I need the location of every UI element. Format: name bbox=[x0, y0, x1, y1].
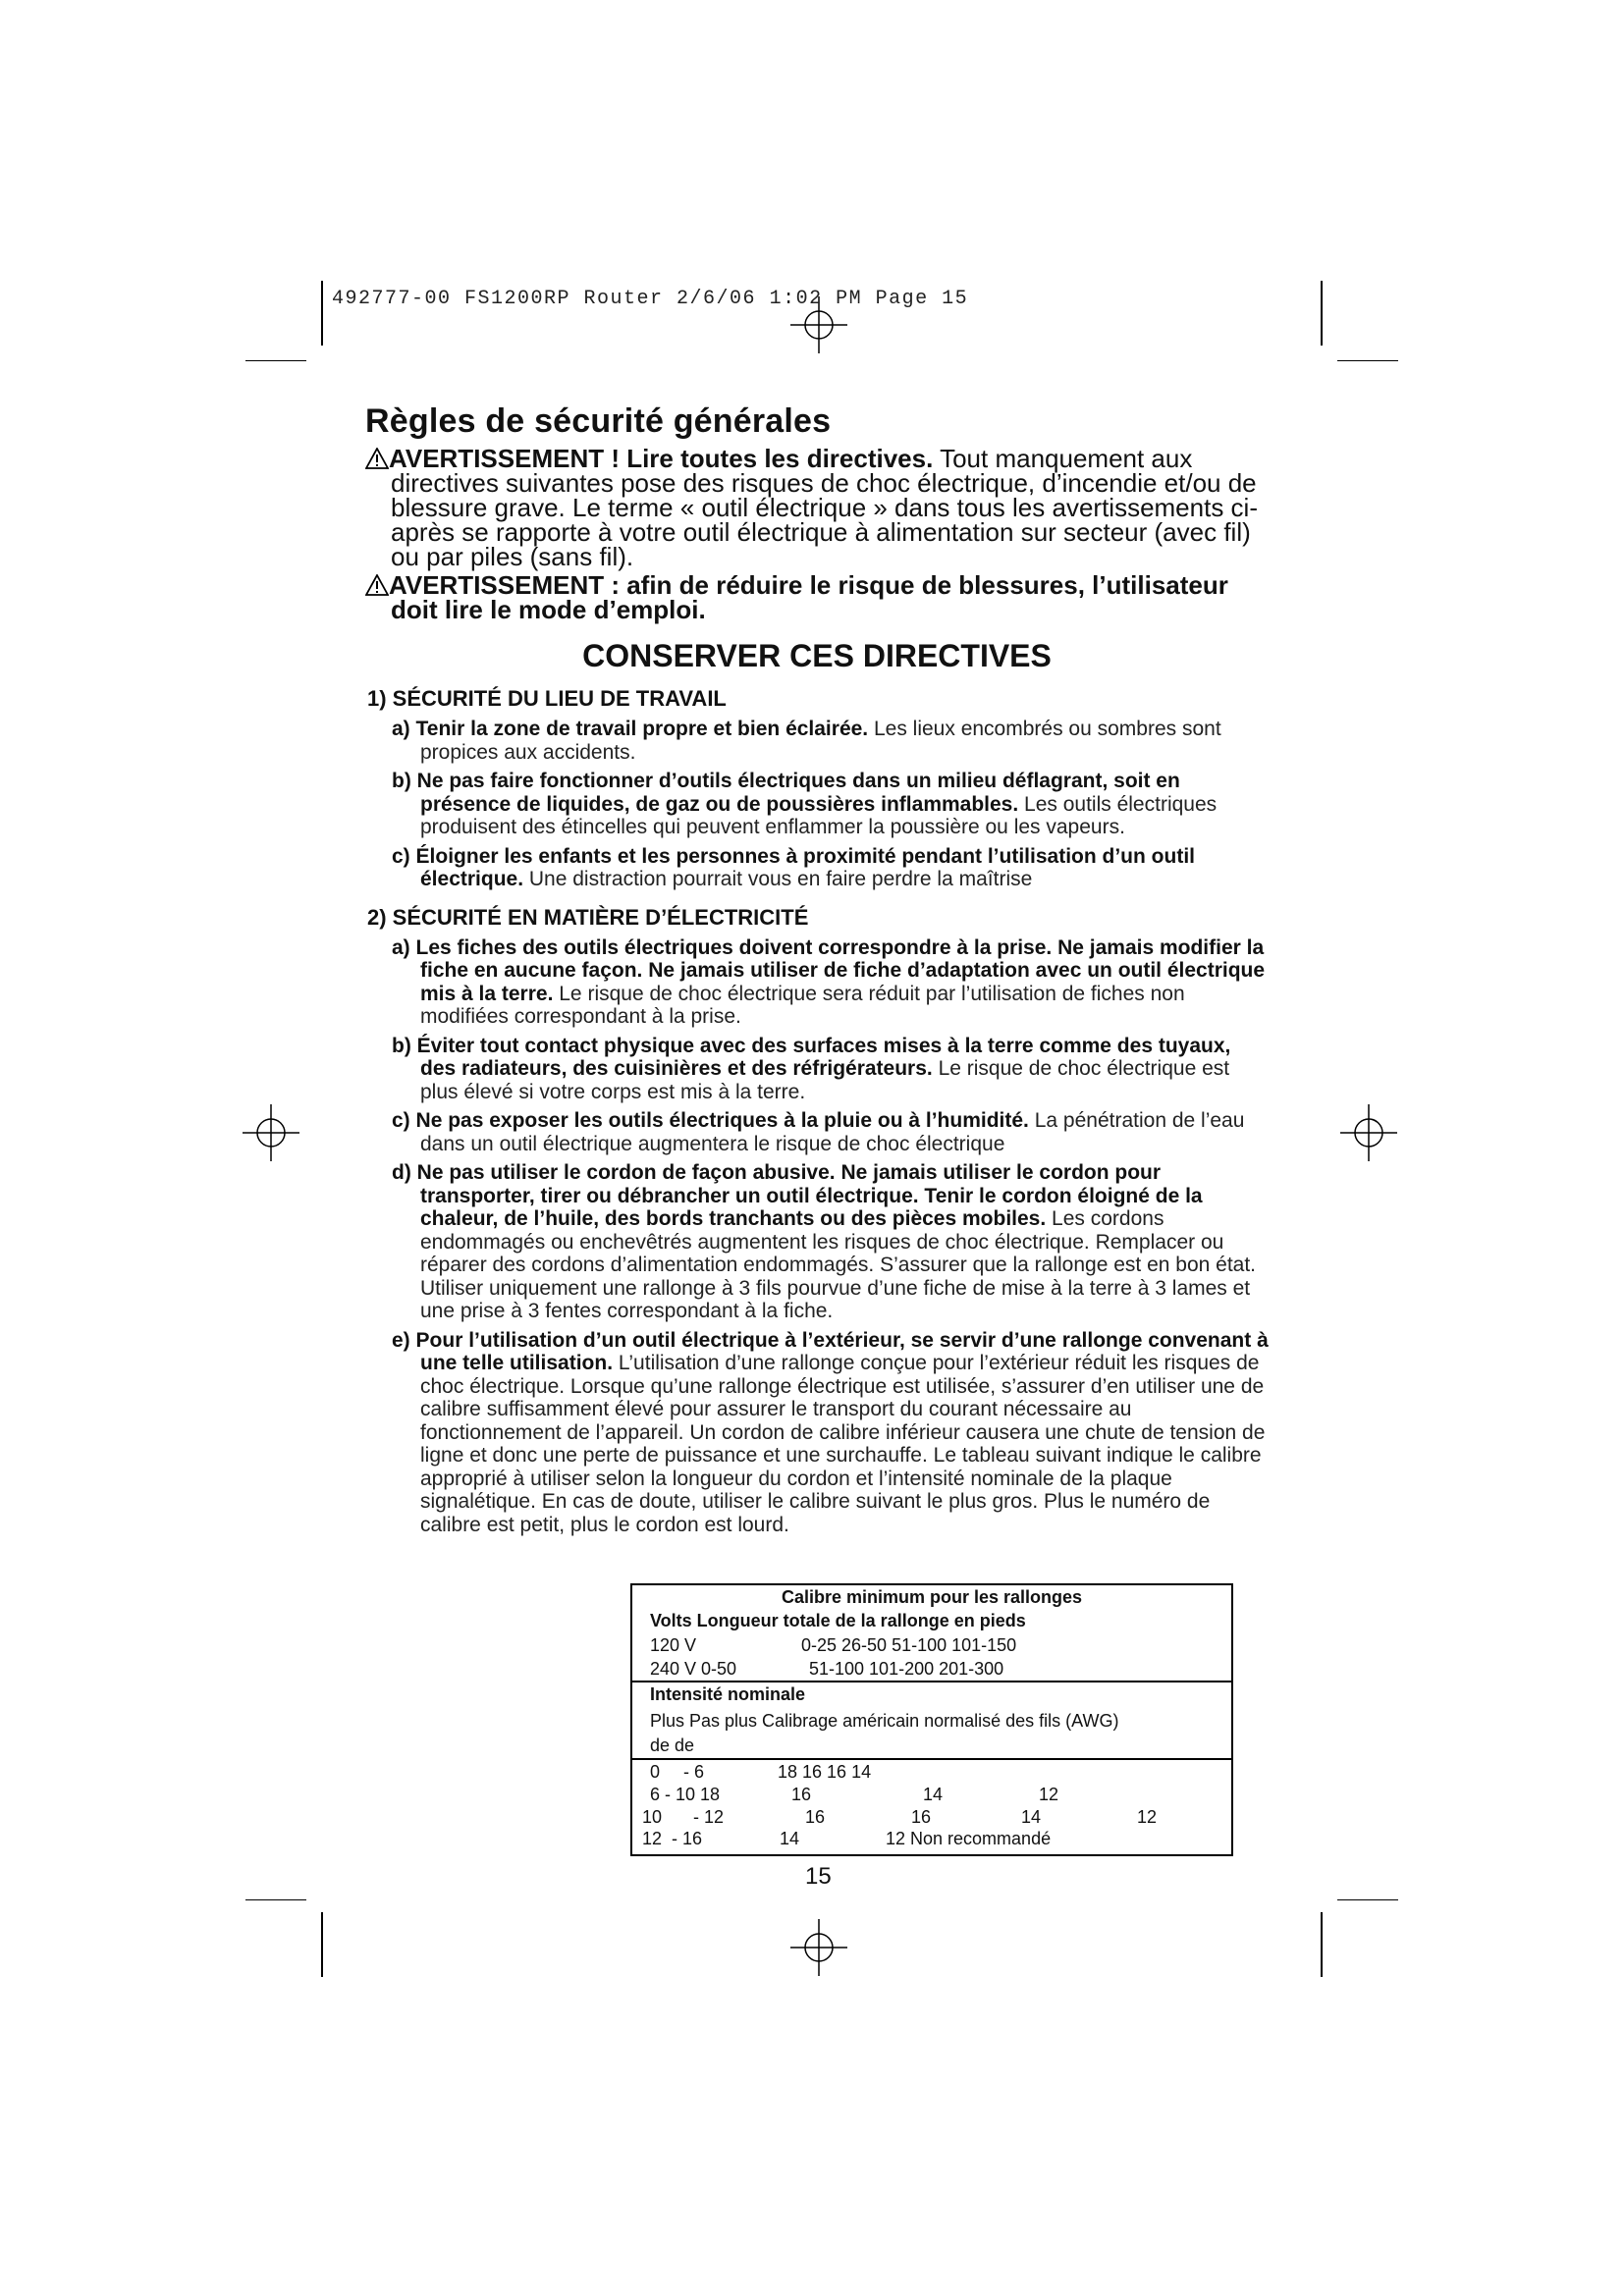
page-content bbox=[365, 402, 1269, 1542]
warning-triangle-icon bbox=[365, 574, 389, 596]
item-bold-text: Tenir la zone de travail propre et bien éclairée. bbox=[415, 718, 869, 740]
table-cell: 240 V 0-50 bbox=[650, 1659, 737, 1679]
table-title: Calibre minimum pour les rallonges bbox=[781, 1587, 1083, 1607]
table-cell: - 16 bbox=[672, 1829, 703, 1848]
crop-mark bbox=[1321, 281, 1323, 346]
table-cell: 16 bbox=[791, 1785, 812, 1804]
item-bold-text: Éviter tout contact physique avec des surfaces mises à la terre comme des tuyaux, des radiateurs, des cuisinières et des réfrigérateurs. bbox=[416, 1034, 1231, 1080]
amp-subheader: Plus Pas plus Calibrage américain normalisé des fils (AWG) bbox=[650, 1711, 1119, 1731]
table-cell: 12 bbox=[1137, 1807, 1158, 1827]
section-2-heading: 2) SÉCURITÉ EN MATIÈRE D’ÉLECTRICITÉ bbox=[367, 904, 809, 930]
table-cell: 0-25 26-50 51-100 101-150 bbox=[801, 1635, 1017, 1655]
list-item: c) Ne pas exposer les outils électriques à la pluie ou à l’humidité. La pénétration de l’eau dans un outil électrique augmentera le risque de choc électrique bbox=[392, 1109, 1245, 1155]
table-cell: - 12 bbox=[693, 1807, 725, 1827]
table-cell: 12 bbox=[1039, 1785, 1059, 1804]
crop-mark bbox=[1321, 1912, 1323, 1977]
item-text: Le risque de choc électrique sera réduit par l’utilisation de fiches non modifiées correspondant à la prise. bbox=[420, 982, 1185, 1028]
item-bold-text: Éloigner les enfants et les personnes à proximité pendant l’utilisation d’un outil électrique. bbox=[415, 844, 1195, 890]
item-text: La pénétration de l’eau dans un outil électrique augmentera le risque de choc électrique bbox=[420, 1109, 1245, 1155]
table-cell: 16 bbox=[805, 1807, 826, 1827]
crop-mark bbox=[1337, 1899, 1398, 1900]
list-item: b) Ne pas faire fonctionner d’outils électriques dans un milieu déflagrant, soit en présence de liquides, de gaz ou de poussières inflammables. Les outils électriques produisent des étincelles qui peuvent enflammer la poussière ou les vapeurs. bbox=[392, 770, 1218, 838]
list-item: a) Tenir la zone de travail propre et bien éclairée. Les lieux encombrés ou sombres sont propices aux accidents. bbox=[392, 718, 1221, 764]
table-cell: 6 - 10 18 bbox=[650, 1785, 721, 1804]
table-cell: 14 bbox=[780, 1829, 800, 1848]
table-cell: 18 16 16 14 bbox=[778, 1762, 872, 1782]
page-title: Règles de sécurité générales bbox=[365, 402, 832, 440]
table-divider bbox=[632, 1758, 1231, 1760]
table-cell: 12 Non recommandé bbox=[886, 1829, 1052, 1848]
item-bold-text: Ne pas faire fonctionner d’outils électriques dans un milieu déflagrant, soit en présence de liquides, de gaz ou de poussières inflammables. bbox=[416, 770, 1180, 816]
crop-mark bbox=[245, 1899, 306, 1900]
warning-1-bold: AVERTISSEMENT ! Lire toutes les directives. bbox=[389, 444, 934, 473]
warning-2-bold: AVERTISSEMENT : afin de réduire le risque de blessures, l’utilisateur doit lire le mode d’emploi. bbox=[389, 570, 1228, 624]
item-text: Les outils électriques produisent des étincelles qui peuvent enflammer la poussière ou les vapeurs. bbox=[420, 792, 1218, 838]
crop-mark bbox=[245, 360, 306, 361]
table-cell: 16 bbox=[911, 1807, 932, 1827]
table-divider bbox=[632, 1681, 1231, 1682]
table-header: Volts Longueur totale de la rallonge en pieds bbox=[650, 1611, 1026, 1630]
extension-cord-table bbox=[630, 1583, 1233, 1856]
table-cell: 51-100 101-200 201-300 bbox=[809, 1659, 1004, 1679]
list-item: c) Éloigner les enfants et les personnes à proximité pendant l’utilisation d’un outil électrique. Une distraction pourrait vous en faire perdre la maîtrise bbox=[392, 844, 1195, 890]
crop-mark bbox=[321, 281, 323, 346]
section-subtitle: CONSERVER CES DIRECTIVES bbox=[582, 638, 1052, 673]
table-cell: 10 bbox=[642, 1807, 663, 1827]
page-number: 15 bbox=[805, 1863, 832, 1890]
item-bold-text: Les fiches des outils électriques doivent correspondre à la prise. Ne jamais modifier la fiche en aucune façon. Ne jamais utiliser de fiche d’adaptation avec un outil électrique mis à la terre. bbox=[415, 935, 1266, 1005]
registration-mark-icon bbox=[1340, 1104, 1397, 1161]
list-item: d) Ne pas utiliser le cordon de façon abusive. Ne jamais utiliser le cordon pour transporter, tirer ou débrancher un outil électrique. Tenir le cordon éloigné de la chaleur, de l’huile, des bords tranchants ou des pièces mobiles. Les cordons endommagés ou enchevêtrés augmentent les risques de choc électrique. Remplacer ou réparer des cordons d’alimentation endommagés. S’assurer que la rallonge est en bon état. Utiliser uniquement une rallonge à 3 fils pourvue d’une fiche de mise à la terre à 3 lames et une prise à 3 fentes correspondant à la fiche. bbox=[392, 1161, 1257, 1322]
table-cell: 14 bbox=[1021, 1807, 1042, 1827]
list-item: a) Les fiches des outils électriques doivent correspondre à la prise. Ne jamais modifier la fiche en aucune façon. Ne jamais utiliser de fiche d’adaptation avec un outil électrique mis à la terre. Le risque de choc électrique sera réduit par l’utilisation de fiches non modifiées correspondant à la prise. bbox=[392, 935, 1266, 1028]
table-cell: - 6 bbox=[683, 1762, 705, 1782]
warning-1-text: Tout manquement aux directives suivantes pose des risques de choc électrique, d’incendie et/ou de blessure grave. Le terme « outil électrique » dans tous les avertissements ci-après se rapporte à votre outil électrique à alimentation sur secteur (avec fil) ou par piles (sans fil). bbox=[391, 444, 1258, 571]
item-text: Les lieux encombrés ou sombres sont propices aux accidents. bbox=[420, 718, 1221, 764]
section-1-heading: 1) SÉCURITÉ DU LIEU DE TRAVAIL bbox=[367, 686, 727, 711]
warning-2 bbox=[365, 570, 1269, 624]
warning-1 bbox=[365, 444, 1269, 571]
registration-mark-icon bbox=[243, 1104, 299, 1161]
list-item: b) Éviter tout contact physique avec des surfaces mises à la terre comme des tuyaux, des radiateurs, des cuisinières et des réfrigérateurs. Le risque de choc électrique est plus élevé si votre corps est mis à la terre. bbox=[392, 1034, 1231, 1103]
print-slug: 492777-00 FS1200RP Router 2/6/06 1:02 PM Page 15 bbox=[332, 288, 969, 310]
item-bold-text: Ne pas utiliser le cordon de façon abusive. Ne jamais utiliser le cordon pour transporter, tirer ou débrancher un outil électrique. Tenir le cordon éloigné de la chaleur, de l’huile, des bords tranchants ou des pièces mobiles. bbox=[416, 1161, 1203, 1230]
item-text: L’utilisation d’une rallonge conçue pour l’extérieur réduit les risques de choc électrique. Lorsque qu’une rallonge électrique est utilisée, s’assurer d’en utiliser une de calibre suffisamment élevé pour assurer le transport du courant nécessaire au fonctionnement de l’appareil. Un cordon de calibre inférieur causera une chute de tension de ligne et donc une perte de puissance et une surchauffe. Le tableau suivant indique le calibre approprié à utiliser selon la longueur du cordon et l’intensité nominale de la plaque signalétique. En cas de doute, utiliser le calibre suivant le plus gros. Plus le numéro de calibre est petit, plus le cordon est lourd. bbox=[420, 1352, 1266, 1536]
amp-subheader: de de bbox=[650, 1735, 695, 1755]
warning-triangle-icon bbox=[365, 448, 389, 469]
item-bold-text: Pour l’utilisation d’un outil électrique à l’extérieur, se servir d’une rallonge convenant à une telle utilisation. bbox=[415, 1328, 1269, 1374]
item-bold-text: Ne pas exposer les outils électriques à la pluie ou à l’humidité. bbox=[415, 1109, 1029, 1132]
item-text: Les cordons endommagés ou enchevêtrés augmentent les risques de choc électrique. Remplacer ou réparer des cordons d’alimentation endommagés. S’assurer que la rallonge est en bon état. Utiliser uniquement une rallonge à 3 fils pourvue d’une fiche de mise à la terre à 3 lames et une prise à 3 fentes correspondant à la fiche. bbox=[420, 1207, 1257, 1322]
crop-mark bbox=[321, 1912, 323, 1977]
crop-mark bbox=[1337, 360, 1398, 361]
registration-mark-icon bbox=[790, 1919, 847, 1976]
amp-header: Intensité nominale bbox=[650, 1684, 806, 1704]
table-cell: 0 bbox=[650, 1762, 661, 1782]
table-cell: 12 bbox=[642, 1829, 663, 1848]
item-text: Une distraction pourrait vous en faire perdre la maîtrise bbox=[523, 868, 1033, 890]
table-cell: 120 V bbox=[650, 1635, 697, 1655]
item-text: Le risque de choc électrique est plus élevé si votre corps est mis à la terre. bbox=[420, 1057, 1230, 1103]
table-cell: 14 bbox=[923, 1785, 944, 1804]
list-item: e) Pour l’utilisation d’un outil électrique à l’extérieur, se servir d’une rallonge convenant à une telle utilisation. L’utilisation d’une rallonge conçue pour l’extérieur réduit les risques de choc électrique. Lorsque qu’une rallonge électrique est utilisée, s’assurer d’en utiliser une de calibre suffisamment élevé pour assurer le transport du courant nécessaire au fonctionnement de l’appareil. Un cordon de calibre inférieur causera une chute de tension de ligne et donc une perte de puissance et une surchauffe. Le tableau suivant indique le calibre approprié à utiliser selon la longueur du cordon et l’intensité nominale de la plaque signalétique. En cas de doute, utiliser le calibre suivant le plus gros. Plus le numéro de calibre est petit, plus le cordon est lourd. bbox=[392, 1328, 1269, 1536]
